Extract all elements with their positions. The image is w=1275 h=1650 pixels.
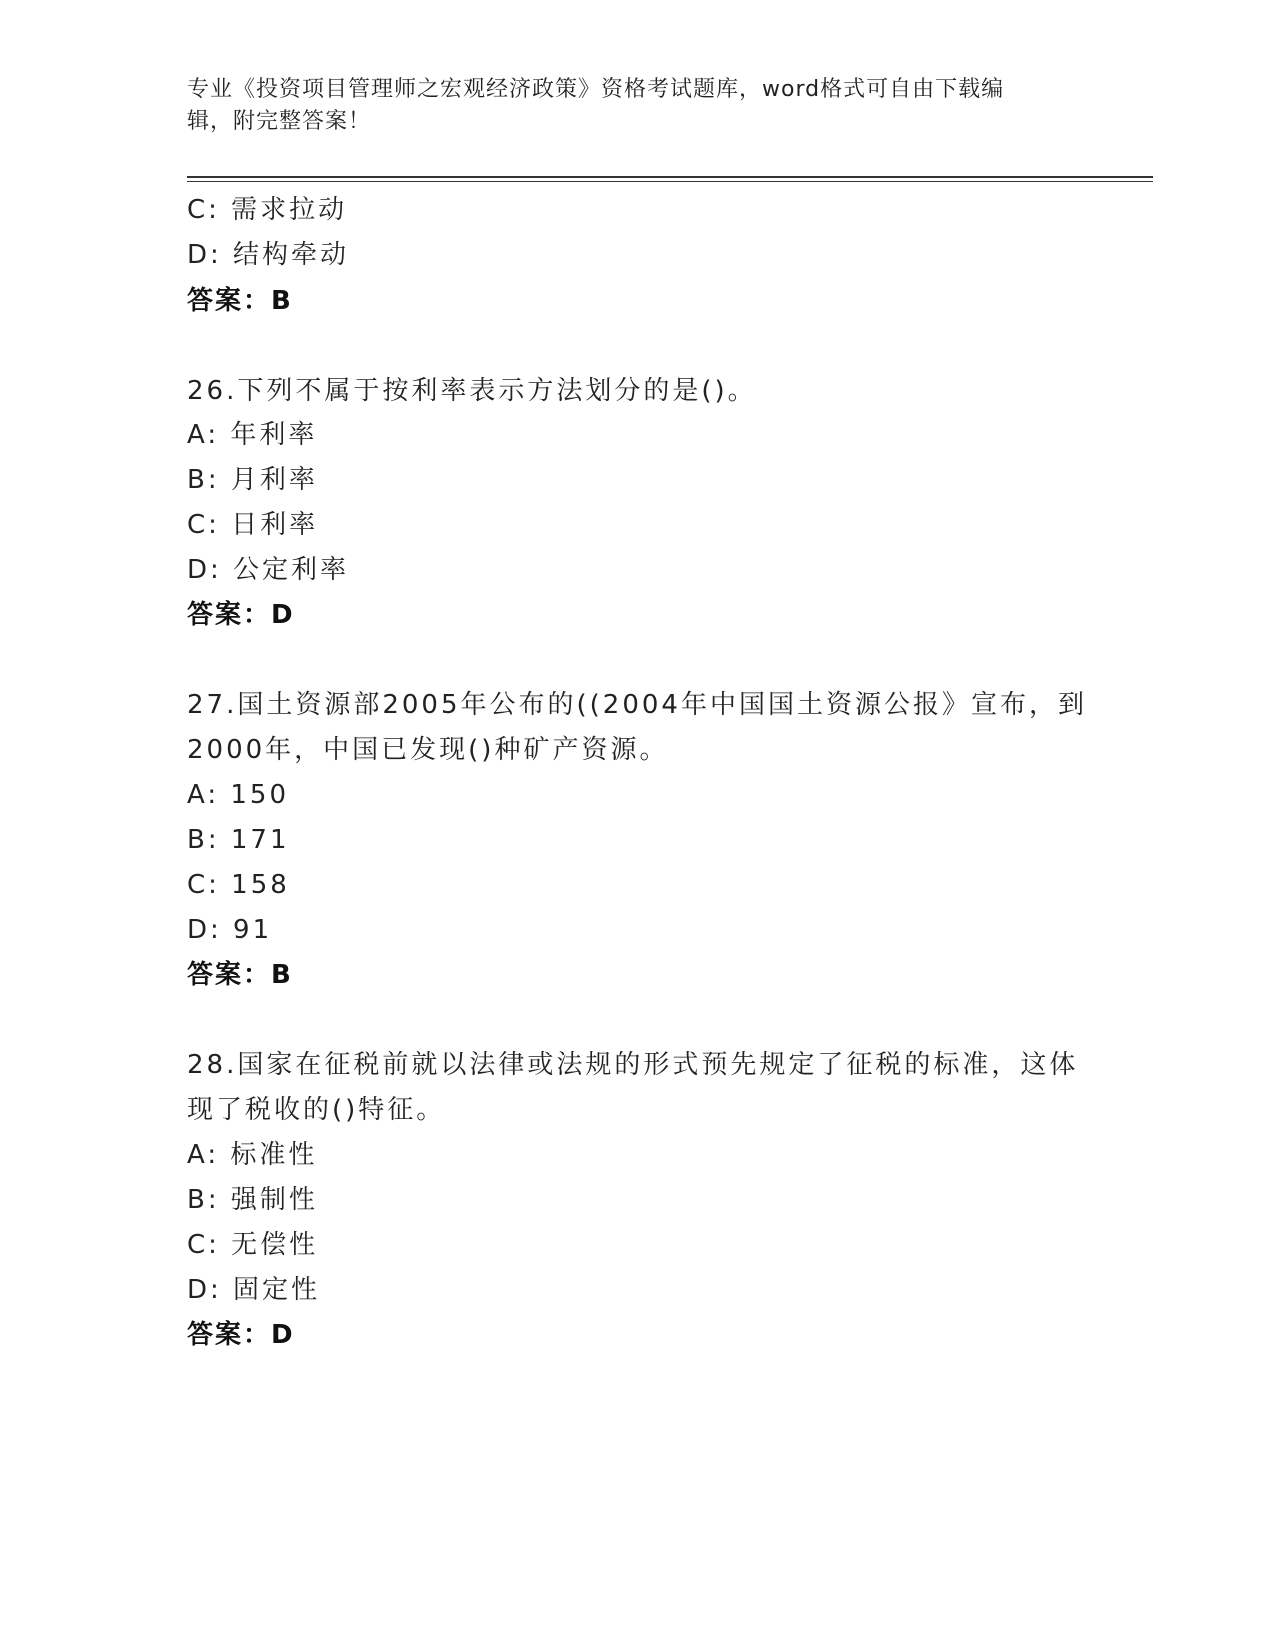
option-d: D: 结构牵动	[187, 240, 350, 270]
answer-label: 答案：	[187, 286, 272, 316]
answer-label: 答案：	[187, 960, 272, 990]
header-divider	[187, 176, 1153, 178]
answer-label: 答案：	[187, 1320, 272, 1350]
question-28-answer	[187, 1318, 293, 1352]
question-26-option-d: D: 公定利率	[187, 555, 350, 585]
question-28-stem-line-1: 28.国家在征税前就以法律或法规的形式预先规定了征税的标准，这体	[187, 1050, 1079, 1080]
answer-value: D	[271, 1320, 293, 1350]
question-27-option-d: D: 91	[187, 915, 273, 945]
question-28-option-a: A: 标准性	[187, 1140, 318, 1170]
question-27-stem-line-2: 2000年，中国已发现()种矿产资源。	[187, 735, 669, 765]
header-line-1: 专业《投资项目管理师之宏观经济政策》资格考试题库，word格式可自由下载编	[187, 77, 1005, 102]
header-line-2: 辑，附完整答案！	[187, 109, 372, 134]
question-26-stem: 26.下列不属于按利率表示方法划分的是()。	[187, 376, 757, 406]
question-26-answer	[187, 598, 293, 632]
answer-value: B	[271, 286, 291, 316]
question-27-option-c: C: 158	[187, 870, 290, 900]
question-28-option-b: B: 强制性	[187, 1185, 318, 1215]
option-c: C: 需求拉动	[187, 195, 348, 225]
answer-value: B	[271, 960, 291, 990]
question-26-option-c: C: 日利率	[187, 510, 319, 540]
answer-label: 答案：	[187, 600, 272, 630]
question-27-option-a: A: 150	[187, 780, 289, 810]
question-28-option-d: D: 固定性	[187, 1275, 321, 1305]
question-28-option-c: C: 无偿性	[187, 1230, 319, 1260]
question-27-stem-line-1: 27.国土资源部2005年公布的((2004年中国国土资源公报》宣布，到	[187, 690, 1087, 720]
answer-value: D	[271, 600, 293, 630]
question-27-option-b: B: 171	[187, 825, 290, 855]
question-26-option-b: B: 月利率	[187, 465, 318, 495]
answer-line	[187, 284, 291, 318]
question-27-answer	[187, 958, 291, 992]
question-26-option-a: A: 年利率	[187, 420, 318, 450]
header-divider-thin	[187, 181, 1153, 182]
question-28-stem-line-2: 现了税收的()特征。	[187, 1095, 446, 1125]
document-header	[187, 74, 1067, 138]
